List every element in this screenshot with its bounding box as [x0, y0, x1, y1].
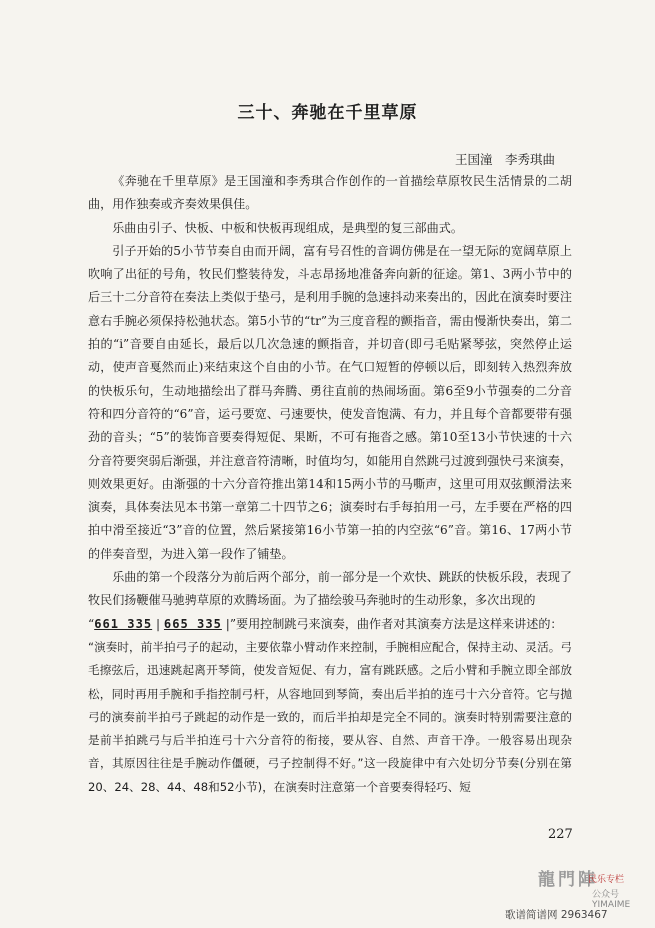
paragraph-form: 乐曲由引子、快板、中板和快板再现组成，是典型的复三部曲式。 [112, 220, 463, 235]
paragraph-introduction-section: 引子开始的5小节节奏自由而开阔，富有号召性的音调仿佛是在一望无际的宽阔草原上吹响了出征的号角，牧民们整装待发，斗志昂扬地准备奔向新的征途。第1、3两小节中的后三十二分音符在奏法上类似于垫弓，是利用手腕的急速抖动来奏出的，因此在演奏时要注意右手腕必须保持松弛状态。第5小节的“tr”为三度音程的颤指音，需由慢渐快奏出，第二拍的“i”音要自由延长，最后以几次急速的颤指音，并切音(即弓毛贴紧琴弦，突然停止运动，使声音戛然而止)来结束这个自由的小节。在气口短暂的停顿以后，即刻转入热烈奔放的快板乐句，生动地描绘出了群马奔腾、勇往直前的热闹场面。第6至9小节强奏的二分音符和四分音符的“6”音，运弓要宽、弓速要快，使发音饱满、有力，并且每个音都要带有强劲的音头；“5”的装饰音要奏得短促、果断，不可有拖沓之感。第10至13小节快速的十六分音符要突弱后渐强，并注意音符清晰，时值均匀，如能用自然跳弓过渡到强快弓来演奏，则效果更好。由渐强的十六分音符推出第14和15两小节的马嘶声，这里可用双弦颤滑法来演奏，具体奏法见本书第一章第二十四节之6；演奏时右手每拍用一弓，左手要在严格的四拍中滑至接近“3”音的位置，然后紧接第16小节第一拍的内空弦“6”音。第16、17两小节的伴奏音型，为进入第一段作了铺垫。 [88, 243, 572, 561]
quote-text: “演奏时，前半拍弓子的起动，主要依靠小臂动作来控制，手腕相应配合，保持主动、灵活。弓毛擦弦后，迅速跳起离开琴筒，使发音短促、有力，富有跳跃感。之后小臂和手腕立即全部放松，同时再用手腕和手指控制弓杆，从容地回到琴筒，奏出后半拍的连弓十六分音符。它与抛弓的演奏前半拍弓子跳起的动作是一致的，而后半拍却是完全不同的。演奏时特别需要注意的是前半拍跳弓与后半拍连弓十六分音符的衔接，要从容、自然、声音干净。一般容易出现杂音，其原因往往是手腕动作僵硬，弓子控制得不好。”这一段旋律中有六处切分节奏(分别在第20、24、28、44、48和52小节)，在演奏时注意第一个音要奏得轻巧、短 [88, 639, 572, 794]
watermark-url: 公众号YIMAIME [592, 890, 631, 910]
page-number: 227 [548, 827, 573, 842]
paragraph-first-section: 乐曲的第一个段落分为前后两个部分，前一部分是一个欢快、跳跃的快板乐段，表现了牧民们扬鞭催马驰骋草原的欢腾场面。为了描绘骏马奔驰时的生动形象，多次出现的 [88, 570, 572, 608]
notation-phrase-1: 661 335 [94, 616, 153, 631]
watermark-logo: 龍門陣 [538, 870, 598, 890]
composer-credit: 王国潼 李秀琪曲 [454, 152, 555, 167]
notation-phrase-2: 665 335 [163, 616, 222, 631]
paragraph-intro: 《奔驰在千里草原》是王国潼和李秀琪合作创作的一首描绘草原牧民生活情景的二胡曲，用作独奏或齐奏效果俱佳。 [88, 174, 572, 212]
open-quote: “ [88, 616, 95, 631]
watermark-footer: 歌谱简谱网 2963467 [505, 909, 608, 921]
body-text [88, 170, 572, 799]
notation-after-text: ”要用控制跳弓来演奏，曲作者对其演奏方法是这样来讲述的： [229, 616, 563, 631]
watermark-small: 民乐专栏 [588, 875, 625, 885]
page-title: 三十、奔驰在千里草原 [237, 103, 418, 123]
quoted-explanation [88, 636, 572, 799]
notation-line: “661 335 | 665 335 |”要用控制跳弓来演奏，曲作者对其演奏方法是这样来讲述的： [88, 616, 563, 631]
